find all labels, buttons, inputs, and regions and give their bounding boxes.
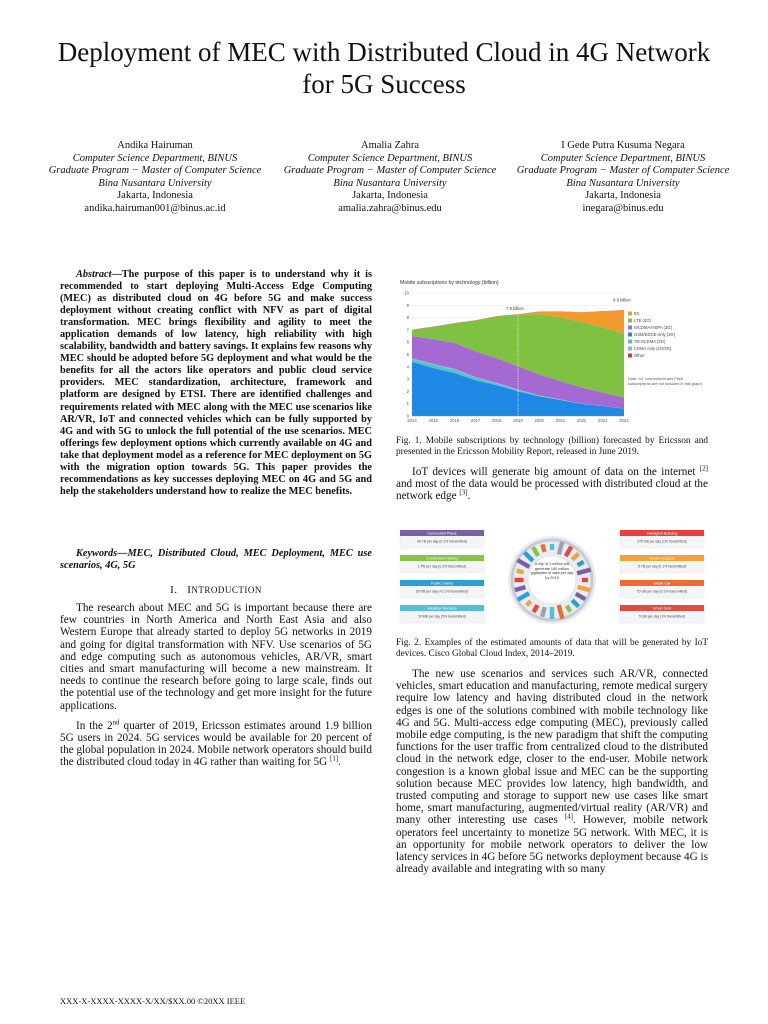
author-program: Graduate Program − Master of Computer Science [283,165,497,176]
stat-title: Smart Hospital [649,556,675,561]
x-tick-label: 2014 [407,418,417,423]
section-number: I. [170,584,178,596]
author-dept: Computer Science Department, BINUS [307,152,473,164]
author-dept: Computer Science Department, BINUS [540,152,706,164]
stat-value: 70 GB per day (0.1% transmitted) [636,589,688,594]
x-tick-label: 2024 [619,418,629,423]
author-block-2 [280,140,500,215]
right-p-a: The new use scenarios and services such AR/VR, connected vehicles, smart education and manufacturing, remote medical surgery require low latency and having distributed cloud in the network edges is one of the solutions combined with mobile technology like 4G and 5G. Multi-access edge computing (MEC), previously called mobile edge computing, is the new paradigm that shift the computing functions for the user traffic from centralized cloud to the distributed cloud in the network edge, closer to the end-user. Mobile network congestion is a known global issue and MEC can be the supporting solution because MEC provides low latency, high bandwidth, and trusted computing and storage to support new use cases like smart home, smart manufacturing, augmented/virtual reality (AR/VR) and many other interesting use cases [396,668,708,827]
figure-2-infographic [396,526,708,628]
stat-title: Smart Car [653,581,671,586]
stat-value: 5 GB per day (1% transmitted) [639,614,685,619]
x-tick-label: 2018 [492,418,502,423]
legend-swatch [628,340,632,344]
legend-swatch [628,354,632,358]
y-tick-label: 2 [406,388,409,394]
x-tick-label: 2016 [449,418,460,423]
legend-label: GSM/EDGE-only (2G) [634,332,676,337]
x-tick-label: 2017 [470,418,481,423]
abstract [60,269,372,498]
abstract-text: —The purpose of this paper is to understand why it is recommended to start deploying Multi-Access Edge Computing (MEC) as distributed cloud on 4G before 5G and make success deployment without creating conflict with NFV as part of digital transformation. MEC brings flexibility and agility to meet the application demands of low latency, high reliability with high scalability, bandwidth and battery savings. It explains few reasons why MEC should be adopted before 5G deployment and what would be the benefits for all the actors like operators and public cloud service providers. MEC standardization, architecture, framework and platform are designed by ETSI. There are identified challenges and requirements related with MEC along with the MEC use scenarios like AR/VR, IoT and connected vehicles which can be fully supported by 4G and with 5G to unlock the full potential of the use scenarios. MEC offerings few deployment options which currently available on 4G and take that deployment model as a reference for MEC deployment on 5G with the migration option towards 5G. This paper provides the recommendations as key successes deploying MEC on 4G and 5G and help the stakeholders understand how to realize the MEC benefits. [60,269,372,497]
keywords-text: Keywords—MEC, Distributed Cloud, MEC Deployment, MEC use scenarios, 4G, 5G [60,548,372,572]
stat-title: Weather Sensors [427,606,457,611]
y-tick-label: 1 [406,401,409,407]
right-body [396,668,708,875]
author-program: Graduate Program − Master of Computer Science [516,165,730,176]
x-tick-label: 2023 [598,418,608,423]
keywords [60,548,372,572]
x-tick-label: 2015 [428,418,438,423]
building-shape [550,607,554,619]
stat-value: 5 TB per day (0.1% transmitted) [638,564,686,569]
figure-1-caption: Fig. 1. Mobile subscriptions by technology (billion) forecasted by Ericsson and presented in the Ericsson Mobility Report, released in June 2019. [396,436,708,458]
stat-title: Public Safety [430,581,454,586]
chart-title: Mobile subscriptions by technology (billion) [400,280,499,286]
y-tick-label: 5 [406,352,409,357]
intro-body [60,602,372,769]
y-tick-label: 0 [406,413,409,419]
annotation-2019: 7.9 billion [506,305,524,311]
author-univ: Bina Nusantara University [98,177,212,189]
x-tick-label: 2019 [513,418,523,423]
right-p-b: . However, mobile network operators feel uncertainty to monetize 5G network. With MEC, it is an opportunity for mobile network operators to deliver the low latency services in 4G before 5G networks deployment because 4G is already available and integrating with so many [396,814,708,876]
y-tick-label: 4 [406,364,409,370]
section-title-rest: NTRODUCTION [191,585,262,595]
legend-swatch [628,333,632,337]
author-email[interactable]: inegara@binus.edu [582,202,664,214]
stat-title: Connected Factory [425,556,459,561]
iot-paragraph: IoT devices will generate big amount of data on the internet [2] and most of the data would be processed with distributed cloud at the network edge [3]. [396,464,708,503]
author-email[interactable]: andika.hairuman001@binus.ac.id [84,202,226,214]
intro-p2-a: In the 2 [76,719,113,732]
section-heading [60,584,372,596]
chart-note: Note: IoT connections and FWA subscriptions are not included in this graph [628,377,702,386]
y-tick-label: 6 [406,339,409,345]
building-shape [515,578,524,582]
citation-1[interactable]: [1] [330,754,339,763]
iot-text-a: IoT devices will generate big amount of data on the internet [412,466,700,478]
stat-value: 275 GB per day (1% transmitted) [637,539,687,544]
city-data-text: A city of 1 million will generate 180 million gigabytes of data per day by 2019 [530,562,574,580]
author-univ: Bina Nusantara University [333,177,447,189]
building-shape [550,544,554,550]
legend-swatch [628,326,632,330]
footer-copyright: XXX-X-XXXX-XXXX-X/XX/$XX.00 ©20XX IEEE [60,996,246,1006]
x-tick-label: 2022 [576,418,587,423]
author-univ: Bina Nusantara University [566,177,680,189]
y-tick-label: 3 [406,376,409,382]
section-title-initial: I [187,584,192,596]
author-name: Andika Hairuman [117,140,193,151]
stat-title: Smart Grid [652,606,672,611]
legend-swatch [628,319,632,323]
author-dept: Computer Science Department, BINUS [72,152,238,164]
author-block-1 [45,140,265,215]
legend-label: LTE (4G) [634,318,651,323]
x-tick-label: 2020 [534,418,544,423]
iot-text-b: and most of the data would be processed with distributed cloud at the network edge [396,478,708,503]
legend-swatch [628,312,632,316]
legend-label: 5G [634,311,640,316]
stat-value: 50 PB per day (<0.1% transmitted) [415,589,469,594]
author-email[interactable]: amalia.zahra@binus.edu [338,202,442,214]
author-name: Amalia Zahra [360,140,419,151]
y-tick-label: 8 [406,315,409,321]
legend-swatch [628,347,632,351]
author-city: Jakarta, Indonesia [117,190,193,201]
legend-label: TD-SCDMA (3G) [634,339,666,344]
building-shape [582,578,588,582]
legend-label: WCDMA/HSPA (3G) [634,325,672,330]
stat-value: 10 MB per day (5% transmitted) [418,614,466,619]
author-name: I Gede Putra Kusuma Negara [561,140,685,151]
y-tick-label: 9 [406,302,409,308]
intro-paragraph-1: The research about MEC and 5G is important because there are few countries in North America and North East Asia and also Western Europe that already started to deploy 5G networks in 2019 and going for digital transformation with NFV. Use scenarios of 5G and edge computing such as autonomous vehicles, AR/VR, smart cities and smart manufacturing will become a new mainstream. It needs to continue the research before going to large scale, finds out the potential use of the technology and get more insight for the future applications. [60,602,372,712]
figure-2-caption: Fig. 2. Examples of the estimated amounts of data that will be generated by IoT devices. Cisco Global Cloud Index, 2014–2019. [396,638,708,660]
intro-p2-b: quarter of 2019, Ericsson estimates around 1.9 billion 5G users in 2024. 5G services would be available for 20 percent of the global population in 2024. Mobile network operators should build the distributed cloud today in 4G rather than waiting for 5G [60,719,372,769]
stat-title: Connected Plane [427,531,457,536]
y-tick-label: 10 [404,290,409,296]
intro-paragraph-2: In the 2nd quarter of 2019, Ericsson estimates around 1.9 billion 5G users in 2024. 5G services would be available for 20 percent of the global population in 2024. Mobile network operators should build the distributed cloud today in 4G rather than waiting for 5G [1]. [60,718,372,769]
stat-title: Intelligent Building [646,531,678,536]
annotation-2024: 8.9 billion [613,297,631,303]
citation-4[interactable]: [4] [564,812,573,821]
author-city: Jakarta, Indonesia [352,190,428,201]
stat-value: 40 TB per day (0.1% transmitted) [417,539,467,544]
figure-1-chart [396,273,708,430]
author-city: Jakarta, Indonesia [585,190,661,201]
legend-label: CDMA only (2G/3G) [634,346,672,351]
stat-value: 1 PB per day (0.2% transmitted) [417,564,467,569]
abstract-lead: Abstract [76,269,112,280]
author-program: Graduate Program − Master of Computer Science [48,165,262,176]
citation-3[interactable]: [3] [459,488,468,497]
legend-label: Other [634,353,645,358]
paper-title: Deployment of MEC with Distributed Cloud in 4G Network for 5G Success [57,37,711,99]
x-tick-label: 2021 [555,418,566,423]
ordinal-sup: nd [112,718,120,727]
author-block-3 [513,140,733,215]
y-tick-label: 7 [406,327,409,333]
citation-2[interactable]: [2] [699,464,708,473]
